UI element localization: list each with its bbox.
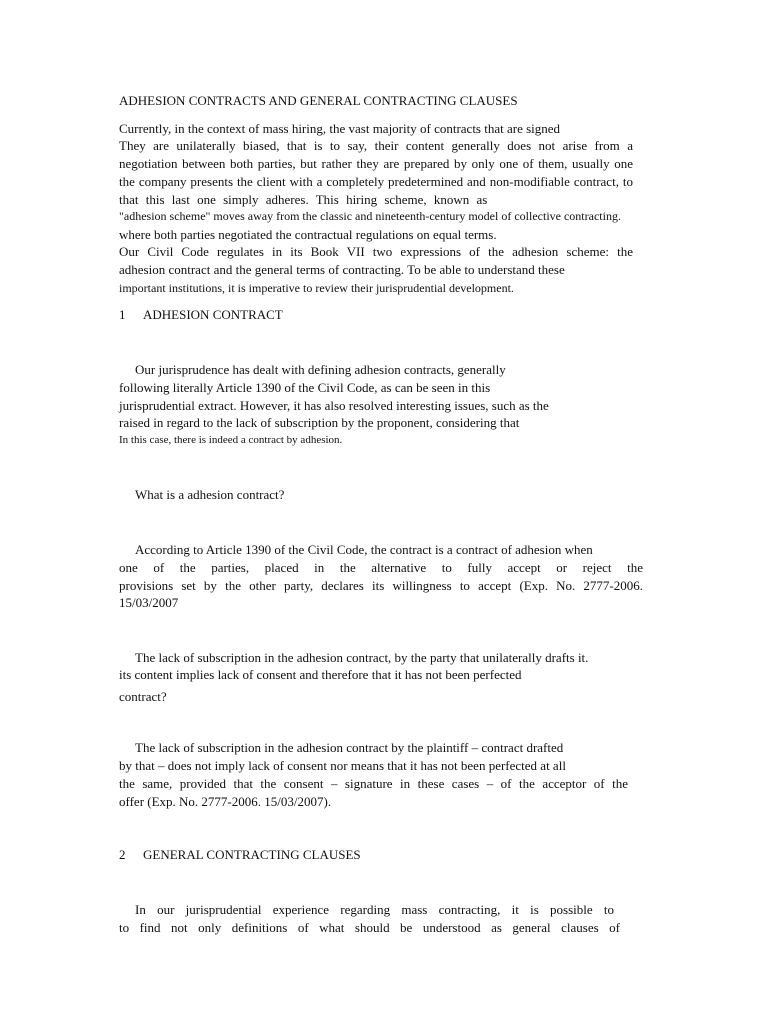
intro-line: Currently, in the context of mass hiring, the vast majority of contracts that are signed: [119, 121, 561, 136]
section-1-para-4-line: the same, provided that the consent – signature in these cases – of the acceptor of the: [119, 776, 628, 791]
section-2-para-1-line: to find not only definitions of what should be understood as general clauses of: [119, 920, 620, 935]
section-1-para-2-line: provisions set by the other party, declares its willingness to accept (Exp. No. 2777-2006.: [119, 578, 643, 593]
section-1-para-4-line: by that – does not imply lack of consent nor means that it has not been perfected at all: [119, 758, 566, 773]
section-1-para-1-line: jurisprudential extract. However, it has also resolved interesting issues, such as the: [119, 398, 549, 413]
intro-line: where both parties negotiated the contractual regulations on equal terms.: [119, 227, 497, 242]
section-1-para-2-line: one of the parties, placed in the alternative to fully accept or reject the: [119, 560, 643, 575]
section-1-para-4-line: The lack of subscription in the adhesion contract by the plaintiff – contract drafted: [135, 740, 564, 755]
intro-line: They are unilaterally biased, that is to say, their content generally does not arise from a: [119, 138, 633, 153]
section-1-para-1-line: following literally Article 1390 of the Civil Code, as can be seen in this: [119, 380, 491, 395]
document-title: ADHESION CONTRACTS AND GENERAL CONTRACTING CLAUSES: [119, 93, 518, 108]
intro-line: Our Civil Code regulates in its Book VII two expressions of the adhesion scheme: the: [119, 244, 633, 259]
section-1-para-2-line: According to Article 1390 of the Civil Code, the contract is a contract of adhesion when: [135, 542, 593, 557]
section-1-para-3-line: its content implies lack of consent and therefore that it has not been perfected: [119, 667, 522, 682]
section-1-para-1-line: Our jurisprudence has dealt with defining adhesion contracts, generally: [135, 362, 506, 377]
intro-line: important institutions, it is imperative to review their jurisprudential development.: [119, 281, 514, 295]
section-1-para-2-line: 15/03/2007: [119, 595, 179, 610]
section-1-heading: ADHESION CONTRACT: [143, 307, 283, 322]
intro-line: that this last one simply adheres. This hiring scheme, known as: [119, 192, 488, 207]
intro-line: adhesion contract and the general terms of contracting. To be able to understand these: [119, 262, 565, 277]
section-1-para-3-line: The lack of subscription in the adhesion contract, by the party that unilaterally drafts it.: [135, 650, 589, 665]
intro-line: "adhesion scheme" moves away from the classic and nineteenth-century model of collective contracting.: [119, 209, 621, 223]
section-1-para-1-line: raised in regard to the lack of subscription by the proponent, considering that: [119, 415, 520, 430]
question-heading: What is a adhesion contract?: [135, 487, 285, 502]
intro-line: negotiation between both parties, but rather they are prepared by only one of them, usually one: [119, 156, 633, 171]
section-1-para-1-line: In this case, there is indeed a contract by adhesion.: [119, 434, 343, 446]
intro-line: the company presents the client with a completely predetermined and non-modifiable contract, to: [119, 174, 633, 189]
section-2-number: 2: [119, 847, 126, 862]
section-2-para-1-line: In our jurisprudential experience regarding mass contracting, it is possible to: [135, 902, 614, 917]
section-1-para-4-line: offer (Exp. No. 2777-2006. 15/03/2007).: [119, 794, 332, 809]
section-1-number: 1: [119, 307, 126, 322]
section-1-para-3-line: contract?: [119, 689, 167, 704]
section-2-heading: GENERAL CONTRACTING CLAUSES: [143, 847, 361, 862]
